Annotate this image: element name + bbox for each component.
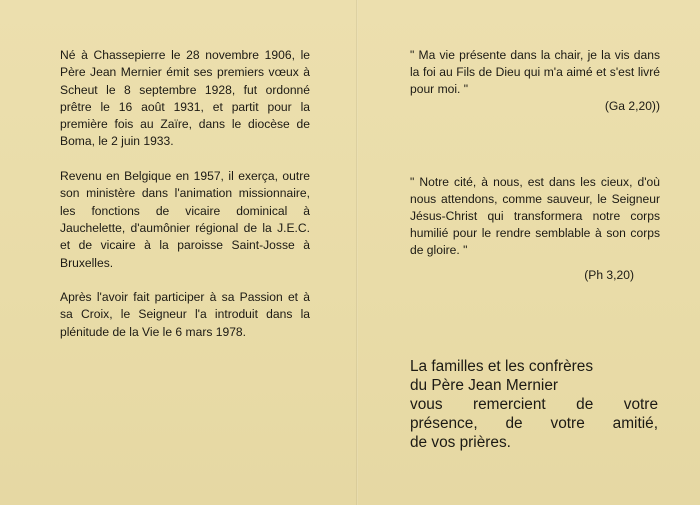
scripture-quote-galatians bbox=[410, 47, 660, 115]
biography-paragraph-1: Né à Chassepierre le 28 novembre 1906, le Père Jean Mernier émit ses premiers vœux à Scheut le 8 septembre 1928, fut ordonné prêtre le 16 août 1931, et partit pour la première fois au Zaïre, dans le diocèse de Boma, le 2 juin 1933. bbox=[60, 48, 310, 149]
thanks-line-1: La familles et les confrères bbox=[410, 358, 594, 375]
thanks-line-4: présence, de votre amitié, bbox=[410, 415, 658, 432]
center-fold bbox=[356, 0, 358, 505]
biography-column bbox=[60, 47, 310, 358]
thanks-message bbox=[410, 357, 658, 452]
biography-paragraph-2: Revenu en Belgique en 1957, il exerça, outre son ministère dans l'animation missionnaire, les fonctions de vicaire dominical à Jauchelette, d'aumônier régional de la J.E.C. et de vicaire à la paroisse Saint-Josse à Bruxelles. bbox=[60, 169, 310, 270]
biography-paragraph-3: Après l'avoir fait participer à sa Passion et à sa Croix, le Seigneur l'a introduit dans la plénitude de la Vie le 6 mars 1978. bbox=[60, 290, 310, 339]
quote-text: " Notre cité, à nous, est dans les cieux, d'où nous attendons, comme sauveur, le Seigneur Jésus-Christ qui transformera notre corps humilié pour le rendre semblable à son corps de gloire. " bbox=[410, 175, 660, 257]
quote-reference: (Ga 2,20)) bbox=[604, 99, 660, 113]
scripture-quote-philippians bbox=[410, 174, 660, 284]
thanks-line-2: du Père Jean Mernier bbox=[410, 377, 558, 394]
quote-reference: (Ph 3,20) bbox=[584, 268, 634, 282]
thanks-line-5: de vos prières. bbox=[410, 434, 511, 451]
thanks-line-3: vous remercient de votre bbox=[410, 396, 658, 413]
quote-text: " Ma vie présente dans la chair, je la vis dans la foi au Fils de Dieu qui m'a aimé et s'est livré pour moi. " bbox=[410, 48, 660, 96]
